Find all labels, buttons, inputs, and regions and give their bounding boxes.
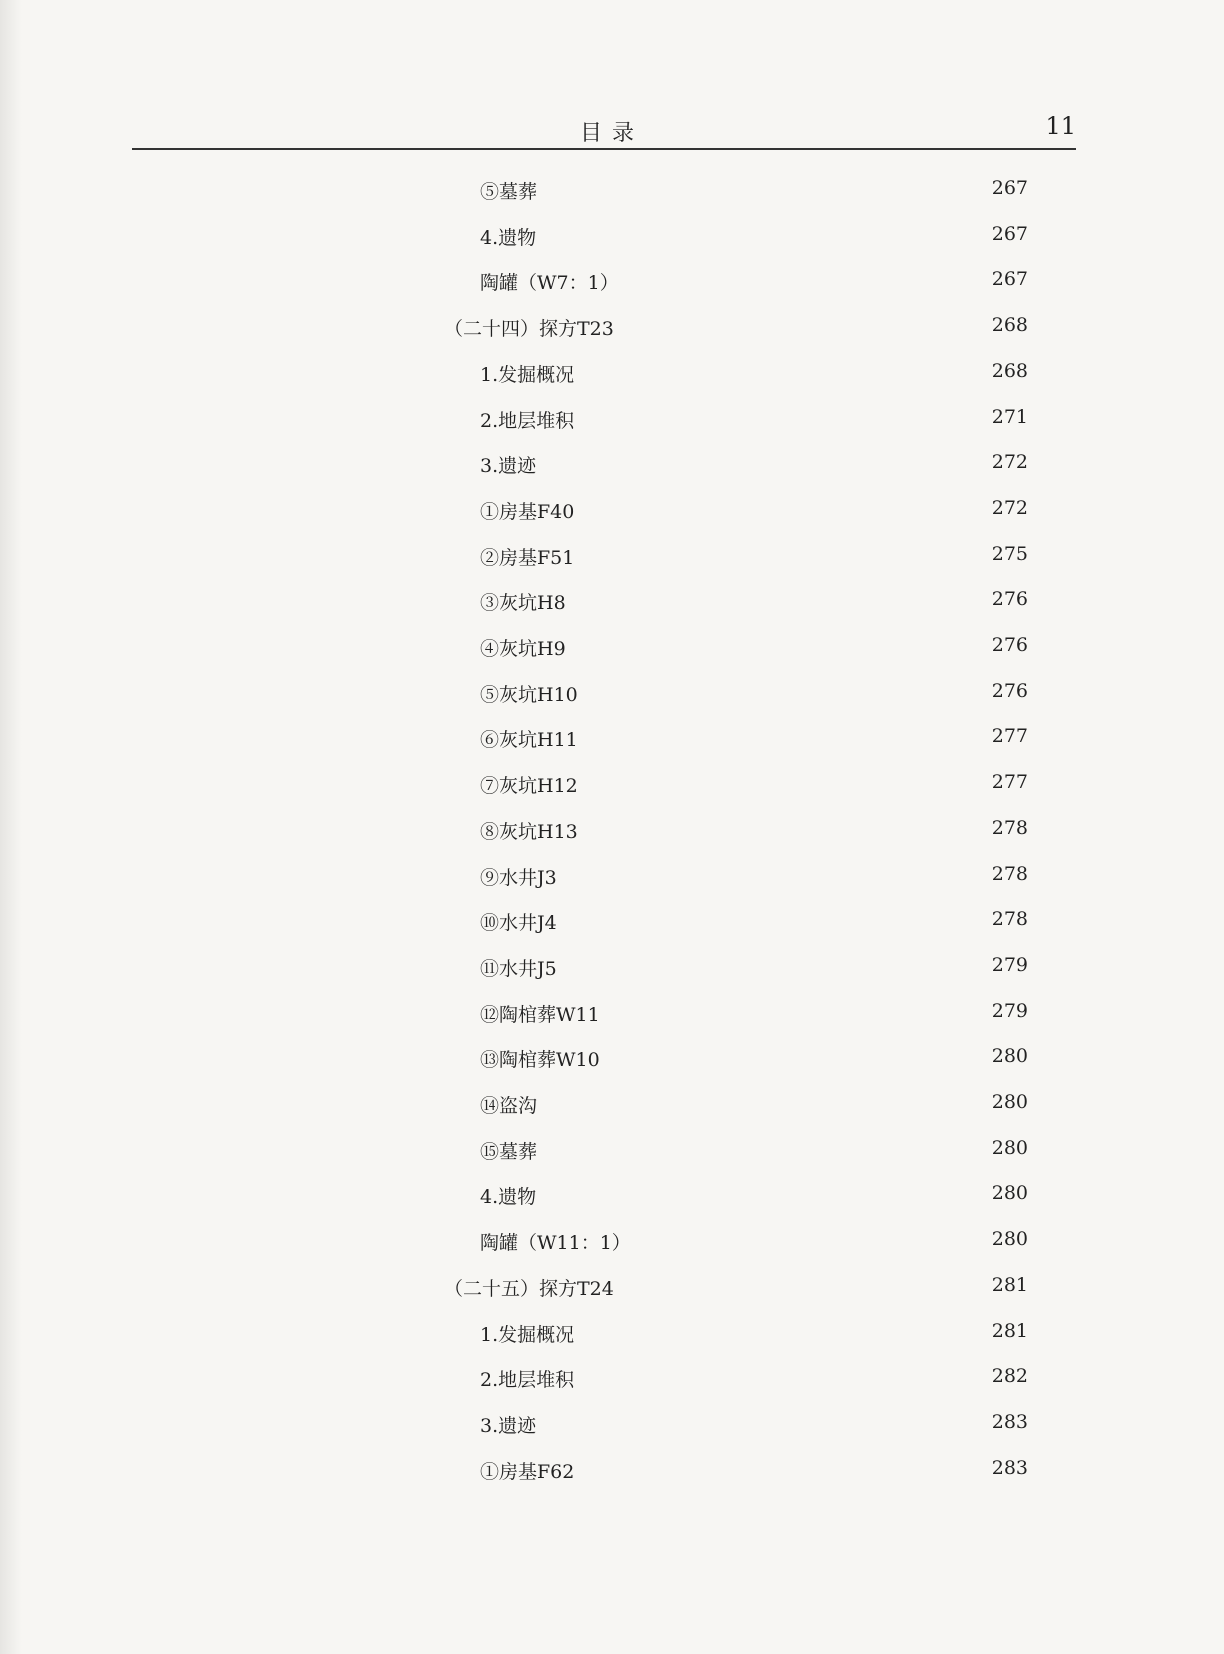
toc-entry-label: 3.遗迹 (480, 1415, 537, 1437)
toc-entry (0, 863, 1224, 903)
toc-entry-page: 280 (991, 1137, 1028, 1159)
toc-entry-page: 271 (991, 406, 1028, 428)
toc-entry-page: 267 (991, 223, 1028, 245)
toc-entry-label: ⑨水井J3 (480, 867, 557, 889)
toc-entry-page: 278 (991, 908, 1028, 930)
toc-entry (0, 1045, 1224, 1085)
toc-entry-label: ⑬陶棺葬W10 (480, 1049, 600, 1071)
toc-entry (0, 1320, 1224, 1360)
toc-entry-label: ⑫陶棺葬W11 (480, 1004, 600, 1026)
toc-entry-page: 280 (991, 1045, 1028, 1067)
toc-entry-page: 277 (991, 725, 1028, 747)
toc-entry-label: 3.遗迹 (480, 455, 537, 477)
toc-entry-page: 278 (991, 863, 1028, 885)
toc-entry-label: 2.地层堆积 (480, 410, 575, 432)
toc-entry-page: 275 (991, 543, 1028, 565)
toc-entry-label: ⑤墓葬 (480, 181, 538, 203)
toc-entry (0, 1274, 1224, 1314)
toc-entry (0, 1000, 1224, 1040)
toc-entry-label: 4.遗物 (480, 227, 537, 249)
page-number: 11 (1045, 112, 1076, 140)
toc-entry (0, 954, 1224, 994)
toc-entry (0, 771, 1224, 811)
page-title: 目录 (580, 121, 645, 146)
toc-entry-label: ①房基F62 (480, 1461, 575, 1483)
toc-entry-page: 281 (991, 1320, 1028, 1342)
toc-entry-label: ⑤灰坑H10 (480, 684, 578, 706)
toc-entry (0, 725, 1224, 765)
toc-entry (0, 543, 1224, 583)
toc-entry (0, 223, 1224, 263)
toc-entry-label: ⑭盗沟 (480, 1095, 538, 1117)
toc-entry-label: ③灰坑H8 (480, 592, 566, 614)
toc-entry-page: 272 (991, 497, 1028, 519)
toc-entry-label: （二十四）探方T23 (444, 318, 614, 340)
toc-entry-page: 279 (991, 954, 1028, 976)
toc-entry-page: 282 (991, 1365, 1028, 1387)
toc-entry-label: ②房基F51 (480, 547, 575, 569)
toc-entry-page: 272 (991, 451, 1028, 473)
toc-entry (0, 497, 1224, 537)
toc-entry-label: 陶罐（W7：1） (480, 272, 619, 294)
toc-entry-page: 280 (991, 1091, 1028, 1113)
toc-entry-label: 1.发掘概况 (480, 364, 575, 386)
toc-entry (0, 1365, 1224, 1405)
toc-entry (0, 1182, 1224, 1222)
toc-entry (0, 1411, 1224, 1451)
toc-entry-label: ④灰坑H9 (480, 638, 566, 660)
toc-entry-page: 276 (991, 634, 1028, 656)
toc-entry-label: （二十五）探方T24 (444, 1278, 614, 1300)
toc-entry-label: 4.遗物 (480, 1186, 537, 1208)
toc-entry-label: ⑮墓葬 (480, 1141, 538, 1163)
toc-entry-page: 276 (991, 588, 1028, 610)
toc-entry (0, 1228, 1224, 1268)
toc-entry-page: 276 (991, 680, 1028, 702)
toc-entry (0, 1457, 1224, 1497)
toc-entry-page: 283 (991, 1457, 1028, 1479)
toc-entry-page: 278 (991, 817, 1028, 839)
toc-entry (0, 406, 1224, 446)
toc-entry (0, 634, 1224, 674)
toc-entry-page: 277 (991, 771, 1028, 793)
toc-entry-page: 281 (991, 1274, 1028, 1296)
toc-entry (0, 314, 1224, 354)
toc-entry (0, 1091, 1224, 1131)
toc-entry (0, 177, 1224, 217)
toc-entry-label: 2.地层堆积 (480, 1369, 575, 1391)
toc-entry-page: 267 (991, 177, 1028, 199)
toc-entry-label: ①房基F40 (480, 501, 575, 523)
toc-entry-page: 268 (991, 314, 1028, 336)
toc-entry-label: 1.发掘概况 (480, 1324, 575, 1346)
toc-entry-label: ⑪水井J5 (480, 958, 557, 980)
toc-entry (0, 680, 1224, 720)
toc-entry-page: 267 (991, 268, 1028, 290)
toc-entry (0, 1137, 1224, 1177)
toc-entry-page: 283 (991, 1411, 1028, 1433)
toc-entry-page: 280 (991, 1228, 1028, 1250)
toc-entry (0, 817, 1224, 857)
toc-entry-label: ⑥灰坑H11 (480, 729, 578, 751)
toc-entry-label: ⑩水井J4 (480, 912, 557, 934)
toc-entry-page: 280 (991, 1182, 1028, 1204)
toc-entry (0, 360, 1224, 400)
toc-entry (0, 451, 1224, 491)
toc-entry-label: ⑧灰坑H13 (480, 821, 578, 843)
toc-entry-page: 279 (991, 1000, 1028, 1022)
toc-entry-page: 268 (991, 360, 1028, 382)
toc-entry (0, 908, 1224, 948)
toc-entry (0, 268, 1224, 308)
toc-entry-label: 陶罐（W11：1） (480, 1232, 631, 1254)
toc-entry-label: ⑦灰坑H12 (480, 775, 578, 797)
toc-entry (0, 588, 1224, 628)
